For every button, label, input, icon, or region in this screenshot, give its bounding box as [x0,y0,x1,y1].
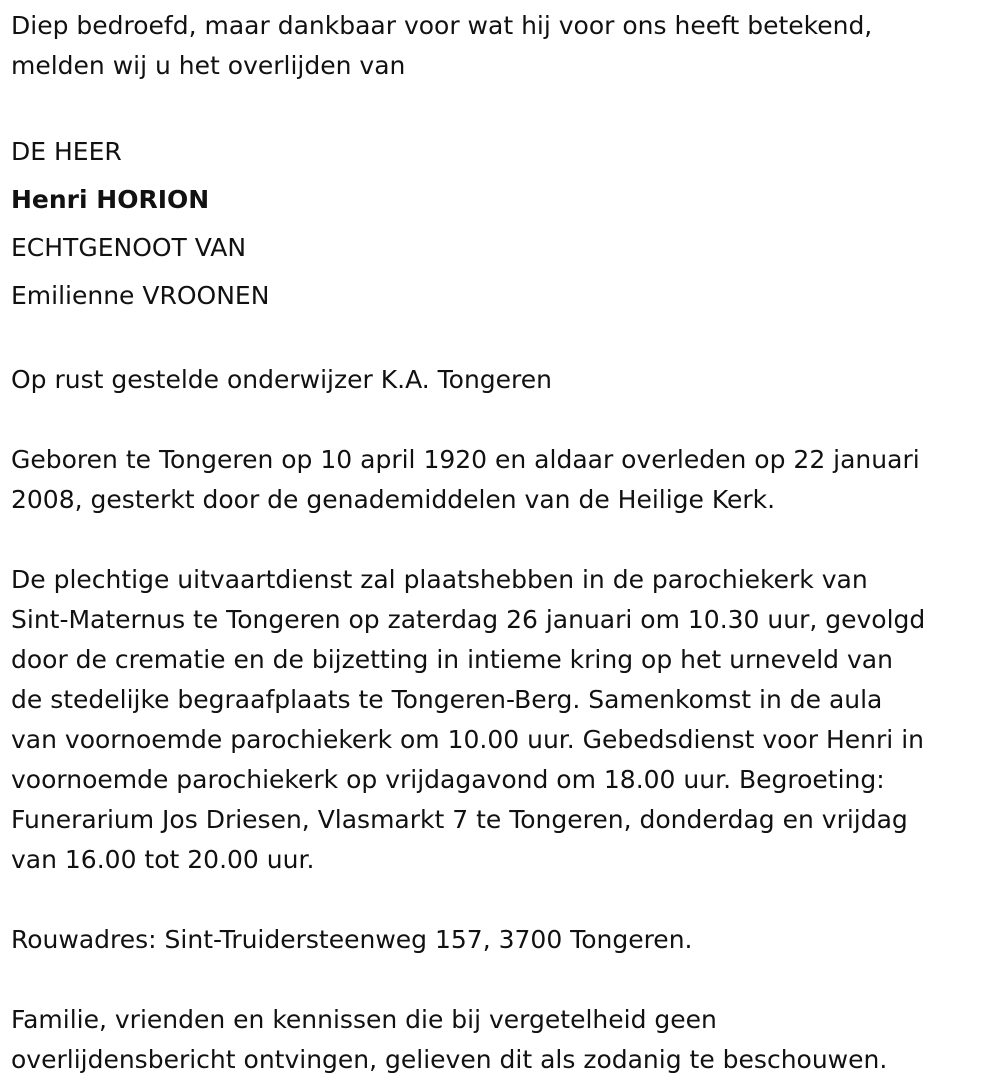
closing-line-1: Familie, vrienden en kennissen die bij vergetelheid geen [11,1005,717,1034]
closing-paragraph [11,1000,989,1080]
spacer [11,960,989,1000]
ceremony-line: van 16.00 tot 20.00 uur. [11,845,315,874]
birth-death-line-1: Geboren te Tongeren op 10 april 1920 en aldaar overleden op 22 januari [11,445,920,474]
spouse-name: Emilienne VROONEN [11,281,270,310]
intro-paragraph [11,6,989,86]
occupation-line: Op rust gestelde onderwijzer K.A. Tongeren [11,365,552,394]
spacer [11,86,989,126]
address-line: Rouwadres: Sint-Truidersteenweg 157, 3700 Tongeren. [11,925,693,954]
ceremony-line: voornoemde parochiekerk op vrijdagavond om 18.00 uur. Begroeting: [11,765,885,794]
ceremony-line: De plechtige uitvaartdienst zal plaatshebben in de parochiekerk van [11,565,868,594]
birth-death-paragraph [11,440,989,520]
deceased-block [11,128,989,320]
spacer [11,400,989,440]
spacer [11,520,989,560]
intro-line-2: melden wij u het overlijden van [11,51,406,80]
spacer [11,320,989,360]
deceased-name: Henri HORION [11,185,210,214]
birth-death-line-2: 2008, gesterkt door de genademiddelen van de Heilige Kerk. [11,485,776,514]
intro-line-1: Diep bedroefd, maar dankbaar voor wat hij voor ons heeft betekend, [11,11,873,40]
ceremony-line: door de crematie en de bijzetting in intieme kring op het urneveld van [11,645,893,674]
ceremony-line: de stedelijke begraafplaats te Tongeren-Berg. Samenkomst in de aula [11,685,883,714]
ceremony-paragraph [11,560,989,880]
spacer [11,880,989,920]
ceremony-line: Sint-Maternus te Tongeren op zaterdag 26 januari om 10.30 uur, gevolgd [11,605,926,634]
closing-line-2: overlijdensbericht ontvingen, gelieven dit als zodanig te beschouwen. [11,1045,888,1074]
ceremony-line: van voornoemde parochiekerk om 10.00 uur. Gebedsdienst voor Henri in [11,725,924,754]
relation-label: ECHTGENOOT VAN [11,233,247,262]
ceremony-line: Funerarium Jos Driesen, Vlasmarkt 7 te Tongeren, donderdag en vrijdag [11,805,908,834]
salutation: DE HEER [11,137,122,166]
